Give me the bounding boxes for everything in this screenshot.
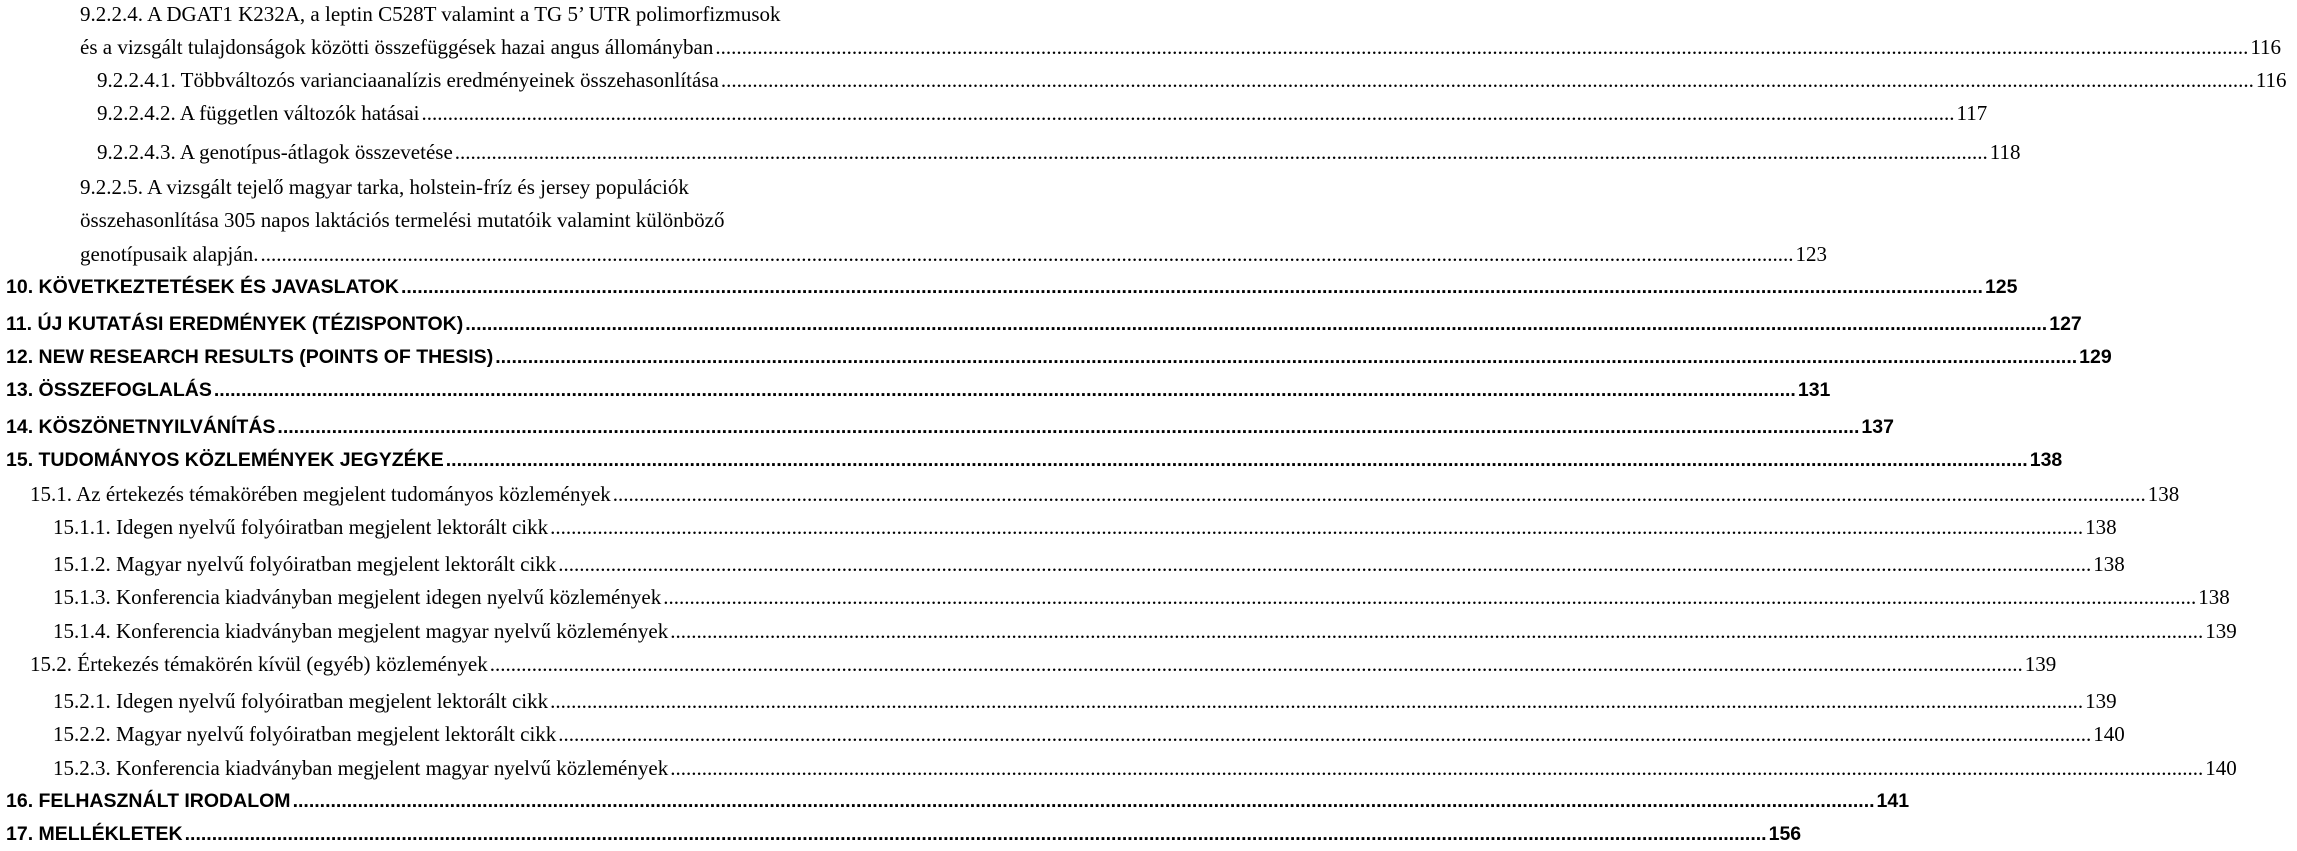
- toc-entry-title: 12. NEW RESEARCH RESULTS (POINTS OF THESIS): [6, 346, 494, 368]
- toc-page-number: 118: [1989, 140, 2021, 164]
- toc-line-text: [0, 173, 959, 201]
- toc-entry[interactable]: [0, 687, 2117, 715]
- toc-entry-title: 15.1. Az értekezés témakörében megjelent tudományos közlemények: [30, 482, 611, 506]
- toc-dot-leader: [611, 480, 2148, 508]
- toc-chapter-entry[interactable]: [0, 343, 2112, 371]
- toc-dot-leader: [291, 787, 1877, 815]
- toc-entry-title: 15.2.3. Konferencia kiadványban megjelent magyar nyelvű közlemények: [53, 756, 669, 780]
- toc-dot-leader: [548, 513, 2085, 541]
- toc-page-number: 139: [2024, 652, 2057, 676]
- toc-page-number: 140: [2205, 756, 2237, 780]
- toc-page-number: 138: [2147, 482, 2180, 506]
- toc-entry[interactable]: [0, 513, 2117, 541]
- toc-chapter-entry[interactable]: [0, 413, 1894, 441]
- toc-entry-title: 17. MELLÉKLETEK: [6, 823, 183, 845]
- toc-dot-leader: [444, 446, 2030, 474]
- toc-entry-title: 13. ÖSSZEFOGLALÁS: [6, 379, 212, 401]
- toc-page-number: 139: [2085, 689, 2117, 713]
- toc-page-number: 125: [1984, 276, 2018, 298]
- toc-page-number: 140: [2093, 722, 2125, 746]
- toc-entry-title: 15.1.1. Idegen nyelvű folyóiratban megjelent lektorált cikk: [53, 515, 549, 539]
- toc-entry[interactable]: [0, 650, 2057, 678]
- toc-entry-title: összehasonlítása 305 napos laktációs termelési mutatóik valamint különböző: [80, 208, 725, 232]
- toc-entry-title: 16. FELHASZNÁLT IRODALOM: [6, 790, 291, 812]
- toc-entry-title: 9.2.2.4. A DGAT1 K232A, a leptin C528T valamint a TG 5’ UTR polimorfizmusok: [80, 2, 781, 26]
- toc-entry-title: és a vizsgált tulajdonságok közötti összefüggések hazai angus állományban: [80, 35, 714, 59]
- toc-entry[interactable]: [0, 720, 2125, 748]
- toc-dot-leader: [719, 66, 2256, 94]
- toc-chapter-entry[interactable]: [0, 376, 1831, 404]
- toc-line-text: [0, 206, 959, 234]
- toc-page-number: 138: [2085, 515, 2117, 539]
- toc-dot-leader: [556, 720, 2093, 748]
- toc-dot-leader: [453, 138, 1990, 166]
- toc-entry-title: 9.2.2.5. A vizsgált tejelő magyar tarka, holstein-fríz és jersey populációk: [80, 175, 689, 199]
- toc-page-number: 116: [2250, 35, 2282, 59]
- toc-entry[interactable]: [0, 617, 2237, 645]
- toc-entry[interactable]: [0, 480, 2180, 508]
- toc-dot-leader: [183, 820, 1769, 848]
- toc-entry-title: genotípusaik alapján.: [80, 242, 259, 266]
- toc-dot-leader: [668, 617, 2205, 645]
- toc-chapter-entry[interactable]: [0, 273, 2018, 301]
- toc-dot-leader: [212, 376, 1798, 404]
- toc-page-number: 137: [1861, 416, 1894, 438]
- toc-dot-leader: [668, 754, 2205, 782]
- toc-dot-leader: [493, 343, 2079, 371]
- toc-entry[interactable]: [0, 33, 2282, 61]
- toc-dot-leader: [661, 583, 2198, 611]
- toc-entry[interactable]: [0, 550, 2125, 578]
- toc-page-number: 123: [1795, 242, 1827, 266]
- toc-entry-title: 15.2. Értekezés témakörén kívül (egyéb) közlemények: [30, 652, 488, 676]
- toc-entry-title: 9.2.2.4.3. A genotípus-átlagok összevetése: [97, 140, 453, 164]
- toc-page-number: 116: [2255, 68, 2287, 92]
- toc-entry-title: 14. KÖSZÖNETNYILVÁNÍTÁS: [6, 416, 276, 438]
- toc-chapter-entry[interactable]: [0, 446, 2063, 474]
- toc-page-number: 127: [2049, 313, 2082, 335]
- toc-dot-leader: [463, 310, 2049, 338]
- toc-page-number: 131: [1797, 379, 1831, 401]
- toc-page-number: 129: [2079, 346, 2112, 368]
- toc-entry-title: 9.2.2.4.1. Többváltozós varianciaanalízis eredményeinek összehasonlítása: [97, 68, 719, 92]
- toc-entry[interactable]: [0, 240, 1827, 268]
- toc-entry-title: 15.1.2. Magyar nyelvű folyóiratban megjelent lektorált cikk: [53, 552, 557, 576]
- toc-entry-title: 9.2.2.4.2. A független változók hatásai: [97, 101, 420, 125]
- toc-line-text: [0, 0, 959, 28]
- toc-entry[interactable]: [0, 754, 2237, 782]
- toc-page-number: 138: [2198, 585, 2230, 609]
- toc-page-number: 156: [1768, 823, 1802, 845]
- toc-page-number: 138: [2093, 552, 2125, 576]
- toc-entry-title: 15.2.2. Magyar nyelvű folyóiratban megjelent lektorált cikk: [53, 722, 557, 746]
- toc-dot-leader: [399, 273, 1985, 301]
- toc-entry-title: 15. TUDOMÁNYOS KÖZLEMÉNYEK JEGYZÉKE: [6, 449, 444, 471]
- toc-page-number: 117: [1956, 101, 1988, 125]
- toc-dot-leader: [488, 650, 2025, 678]
- toc-dot-leader: [275, 413, 1861, 441]
- toc-page-number: 138: [2029, 449, 2063, 471]
- toc-entry-title: 11. ÚJ KUTATÁSI EREDMÉNYEK (TÉZISPONTOK): [6, 313, 464, 335]
- toc-dot-leader: [713, 33, 2250, 61]
- toc-chapter-entry[interactable]: [0, 787, 1910, 815]
- toc-page-number: 139: [2205, 619, 2237, 643]
- toc-entry-title: 15.2.1. Idegen nyelvű folyóiratban megjelent lektorált cikk: [53, 689, 549, 713]
- toc-entry-title: 15.1.3. Konferencia kiadványban megjelent idegen nyelvű közlemények: [53, 585, 662, 609]
- toc-chapter-entry[interactable]: [0, 310, 2082, 338]
- toc-entry[interactable]: [0, 583, 2230, 611]
- toc-entry[interactable]: [0, 66, 2287, 94]
- toc-entry-title: 10. KÖVETKEZTETÉSEK ÉS JAVASLATOK: [6, 276, 399, 298]
- toc-dot-leader: [548, 687, 2085, 715]
- toc-entry-title: 15.1.4. Konferencia kiadványban megjelent magyar nyelvű közlemények: [53, 619, 669, 643]
- toc-dot-leader: [420, 99, 1957, 127]
- toc-page-number: 141: [1876, 790, 1910, 812]
- toc-entry[interactable]: [0, 138, 2021, 166]
- toc-dot-leader: [258, 240, 1795, 268]
- toc-entry[interactable]: [0, 99, 1988, 127]
- toc-dot-leader: [556, 550, 2093, 578]
- toc-chapter-entry[interactable]: [0, 820, 1802, 848]
